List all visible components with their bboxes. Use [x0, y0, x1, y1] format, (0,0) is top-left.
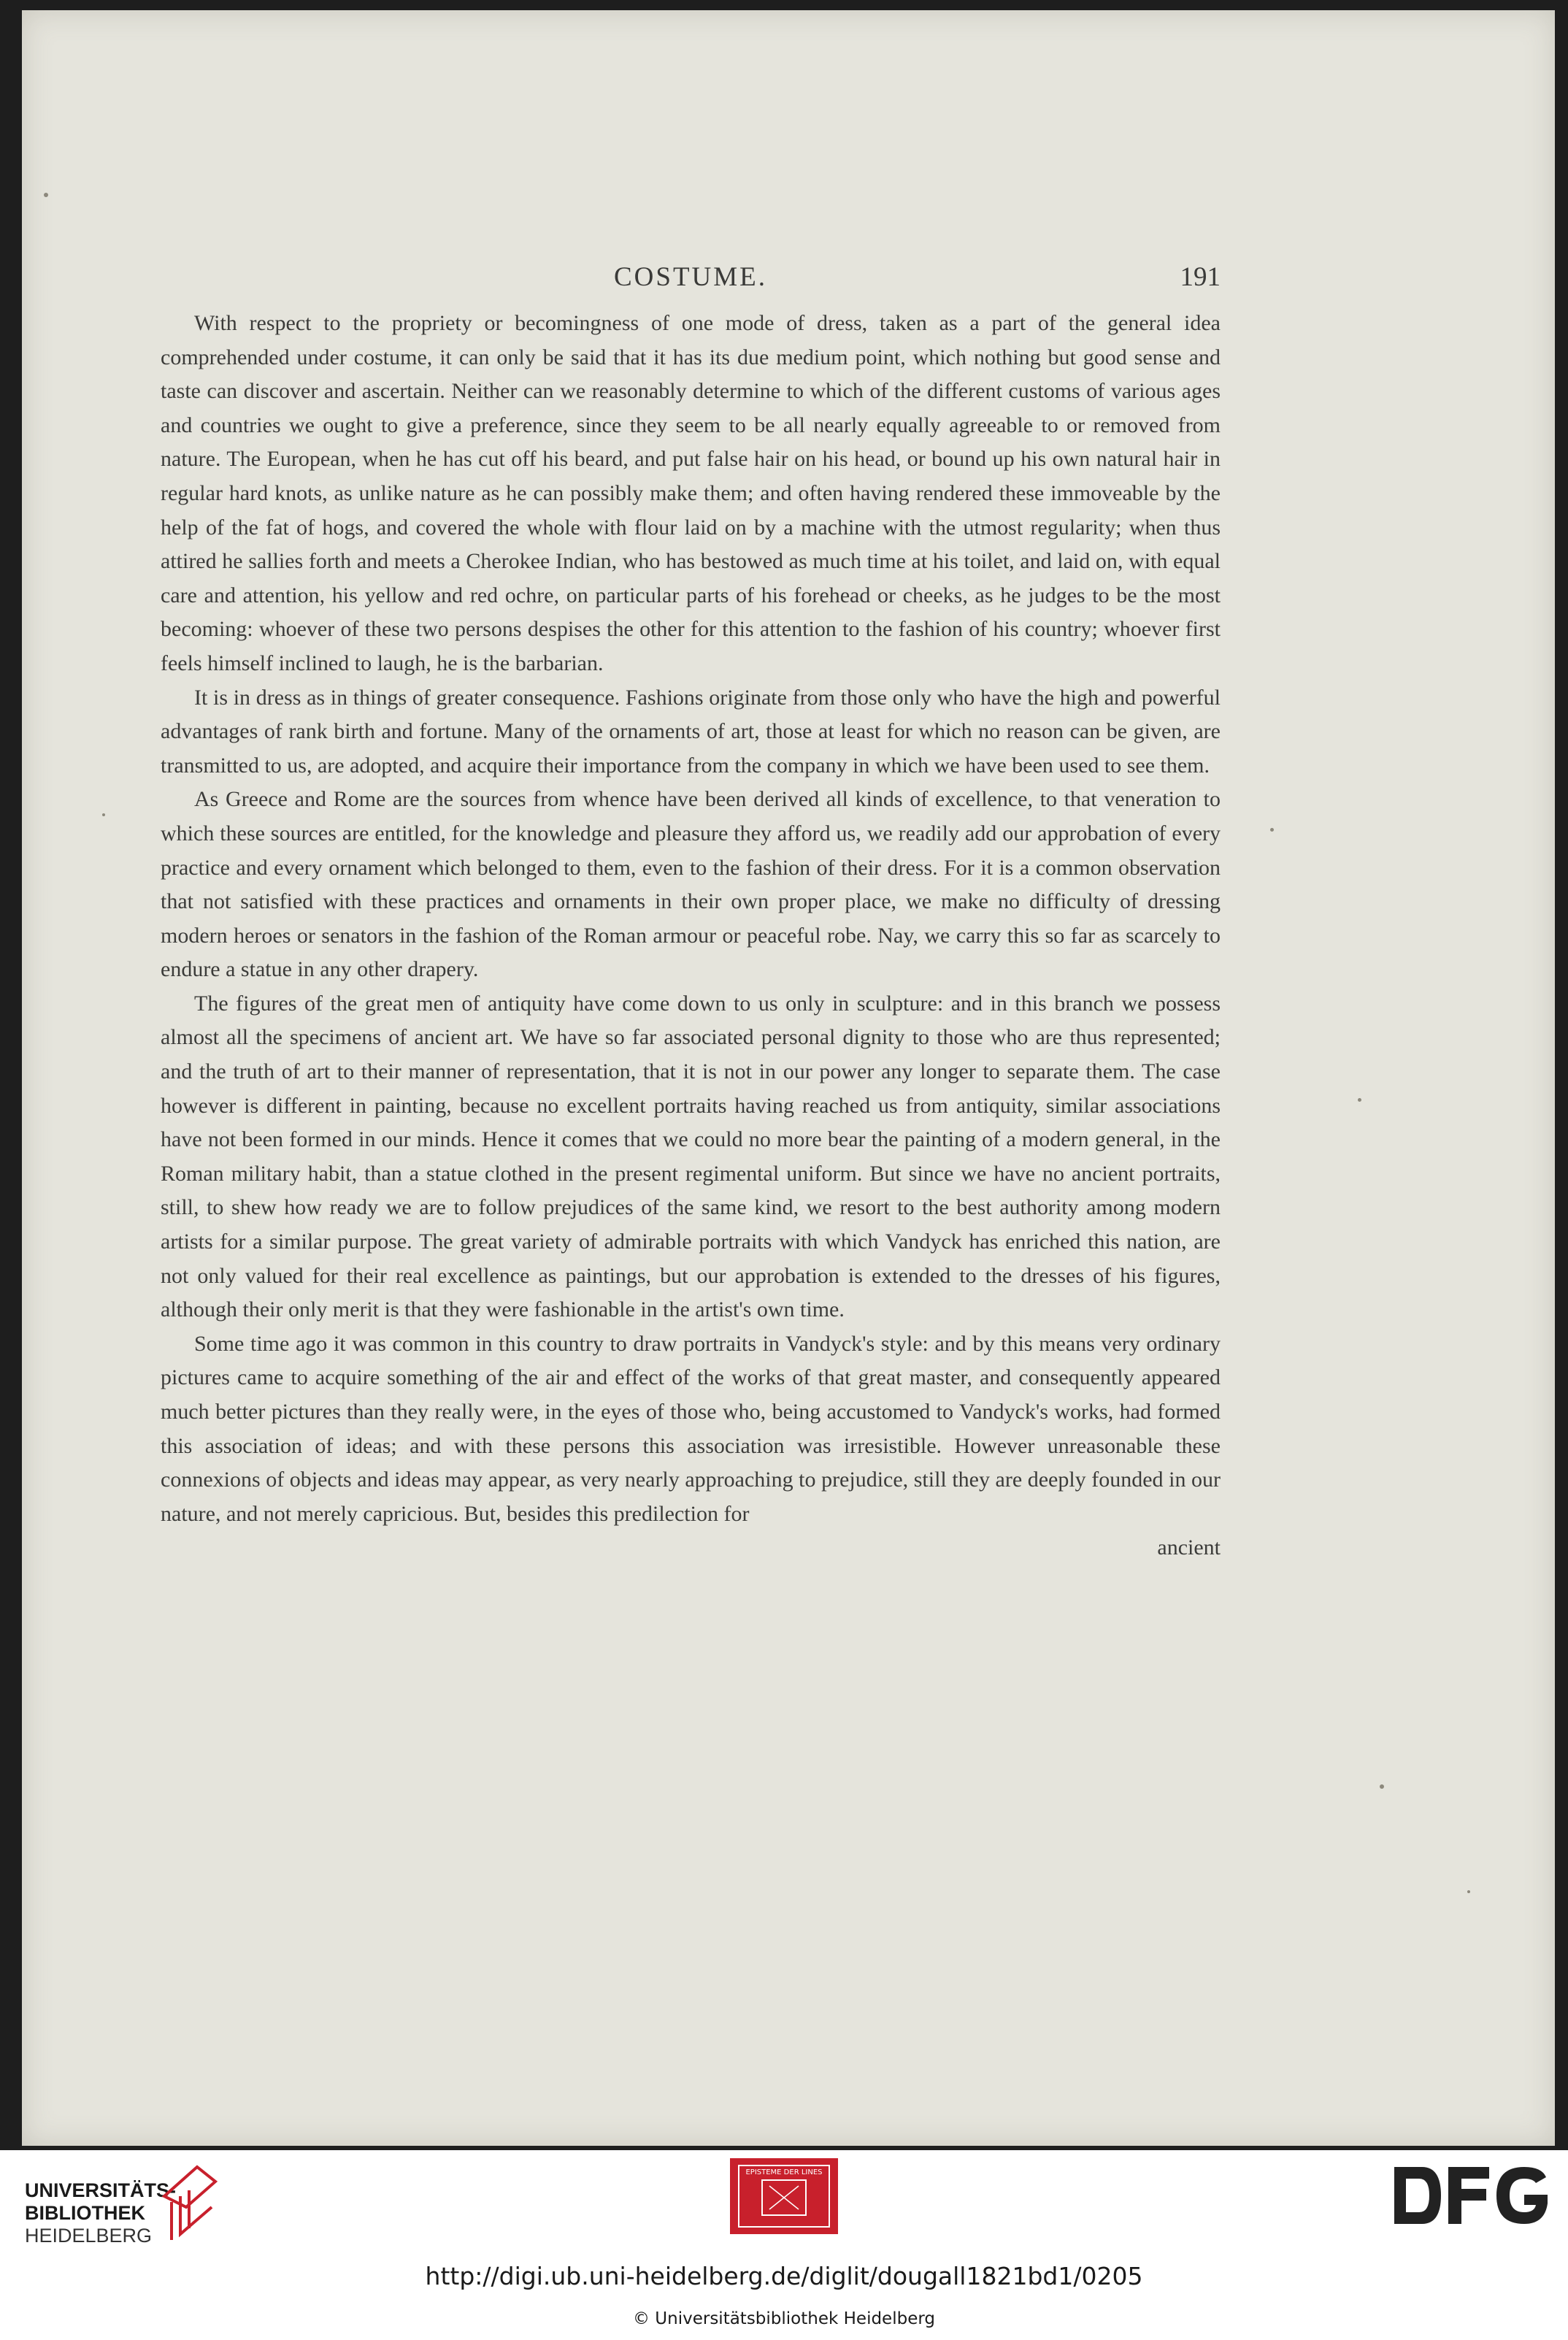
episteme-emblem-icon [737, 2164, 831, 2228]
paper-speck [102, 813, 105, 816]
paper-speck [1380, 1784, 1384, 1789]
copyright-notice: © Universitätsbibliothek Heidelberg [632, 2309, 935, 2328]
paper-speck [1358, 1098, 1361, 1102]
running-head [161, 261, 1221, 298]
paper-speck [1270, 828, 1274, 832]
episteme-logo[interactable] [730, 2158, 838, 2234]
library-mark-icon [157, 2160, 223, 2247]
catchword: ancient [1157, 1535, 1221, 1560]
page-number: 191 [1180, 262, 1221, 292]
paragraph: Some time ago it was common in this country to draw portraits in Vandyck's style: and by this means very ordinary pictures came to acquire something of the air and effect of the works of that great master, and consequently appeared much better pictures than they really were, in the eyes of those who, being accustomed to Vandyck's works, had formed this association of ideas; and with these persons this association was irresistible. However unreasonable these connexions of objects and ideas may appear, as very nearly approaching to prejudice, still they are deeply founded in our nature, and not merely capricious. But, besides this predilection for [161, 1331, 1221, 1526]
library-logo-text[interactable] [25, 2179, 176, 2247]
running-title: COSTUME. [613, 262, 768, 292]
paper-speck [44, 193, 48, 197]
paragraph: As Greece and Rome are the sources from whence have been derived all kinds of excellence, to that veneration to which these sources are entitled, for the knowledge and pleasure they afford us, we readily add our approbation of every practice and every ornament which belonged to them, even to the fashion of their dress. For it is a common observation that not satisfied with these practices and ornaments in their own proper place, we make no difficulty of dressing modern heroes or senators in the fashion of the Roman armour or peaceful robe. Nay, we carry this so far as scarcely to endure a statue in any other drapery. [161, 787, 1221, 982]
dfg-logo[interactable] [1394, 2167, 1548, 2224]
paragraph: With respect to the propriety or becomingness of one mode of dress, taken as a part of the general idea comprehended under costume, it can only be said that it has its due medium point, which nothing but good sense and taste can discover and ascertain. Neither can we reasonably determine to which of the different customs of various ages and countries we ought to give a preference, since they seem to be all nearly equally agreeable to or removed from nature. The European, when he has cut off his beard, and put false hair on his head, or bound up his own natural hair in regular hard knots, as unlike nature as he can possibly make them; and often having rendered these immoveable by the help of the fat of hogs, and covered the whole with flour laid on by a machine with the utmost regularity; when thus attired he sallies forth and meets a Cherokee Indian, who has bestowed as much time at his toilet, and laid on, with equal care and attention, his yellow and red ochre, on particular parts of his forehead or cheeks, as he judges to be the most becoming: whoever of these two persons despises the other for this attention to the fashion of his country; whoever first feels himself inclined to laugh, he is the barbarian. [161, 311, 1221, 675]
body-text [161, 307, 1221, 1565]
library-name-line1: UNIVERSITÄTS- [25, 2179, 177, 2201]
paragraph: It is in dress as in things of greater consequence. Fashions originate from those only who have the high and powerful advantages of rank birth and fortune. Many of the ornaments of art, those at least for which no reason can be given, are transmitted to us, are adopted, and acquire their importance from the company in which we have been used to see them. [161, 685, 1221, 778]
library-name-line2: BIBLIOTHEK [25, 2202, 145, 2224]
library-name-line3: HEIDELBERG [25, 2225, 153, 2247]
paper-speck [1467, 1890, 1470, 1893]
episteme-logo-text: EPISTEME DER LINES [745, 2168, 823, 2176]
permalink-url[interactable]: http://digi.ub.uni-heidelberg.de/diglit/dougall1821bd1/0205 [425, 2262, 1143, 2290]
paragraph: The figures of the great men of antiquity have come down to us only in sculpture: and in this branch we possess almost all the specimens of ancient art. We have so far associated personal dignity to those who are thus represented; and the truth of art to their manner of representation, that it is not in our power any longer to separate them. The case however is different in painting, because no excellent portraits having reached us from antiquity, similar associations have not been formed in our minds. Hence it comes that we could no more bear the painting of a modern general, in the Roman military habit, than a statue clothed in the present regimental uniform. But since we have no ancient portraits, still, to shew how ready we are to follow prejudices of the same kind, we resort to the best authority among modern artists for a similar purpose. The great variety of admirable portraits with which Vandyck has enriched this nation, are not only valued for their real excellence as paintings, but our approbation is extended to the dresses of his figures, although their only merit is that they were fashionable in the artist's own time. [161, 991, 1221, 1322]
